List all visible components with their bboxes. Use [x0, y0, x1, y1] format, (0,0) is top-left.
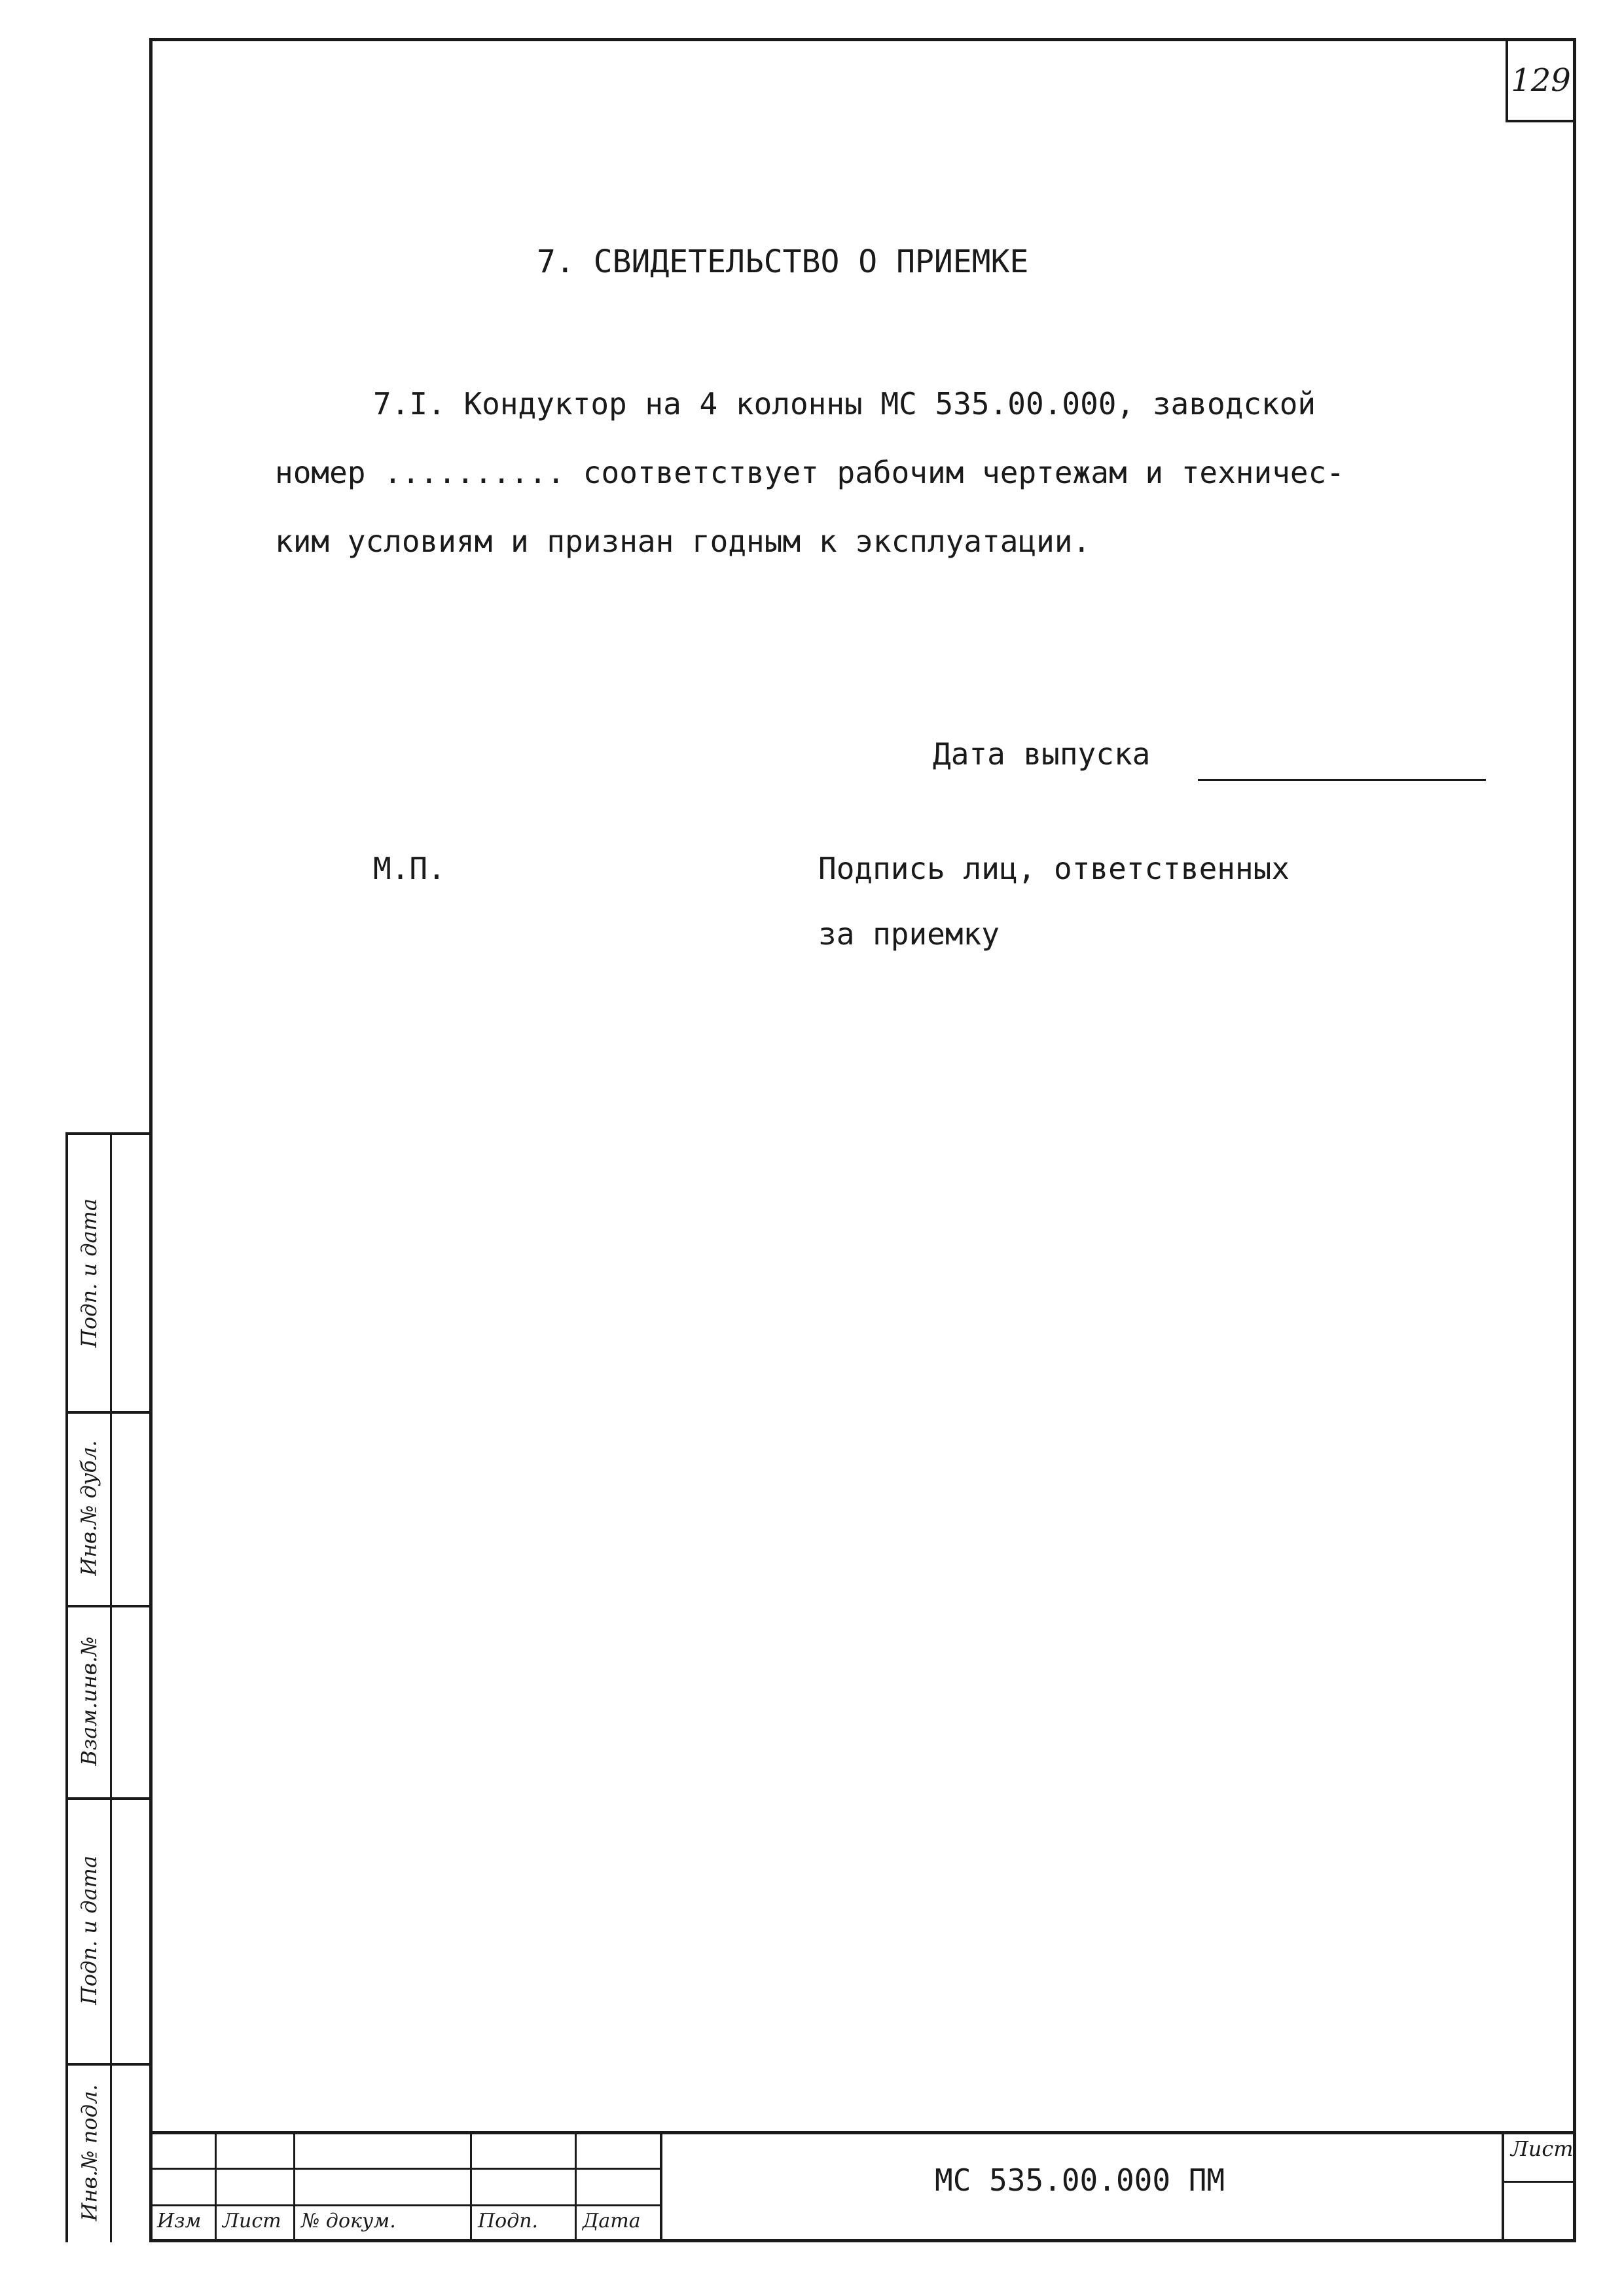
side-cell-label: Взам.инв.№	[77, 1636, 102, 1766]
column-label-sheet: Лист	[223, 2210, 281, 2233]
release-date-field	[1198, 779, 1486, 781]
side-cell-label: Подп. и дата	[77, 1198, 101, 1348]
signature-label-line-1: Подпись лиц, ответственных	[818, 851, 1290, 886]
signature-label-line-2: за приемку	[818, 916, 1000, 952]
document-designation: МС 535.00.000 ПМ	[935, 2162, 1225, 2198]
section-title: 7. СВИДЕТЕЛЬСТВО О ПРИЕМКЕ	[537, 243, 1029, 280]
column-label-change: Изм	[157, 2210, 202, 2233]
title-block-row	[149, 2204, 660, 2206]
paragraph-line-3: ким условиям и признан годным к эксплуатации.	[275, 524, 1091, 559]
side-cell	[68, 1135, 110, 1411]
release-date-label: Дата выпуска	[933, 736, 1151, 772]
title-block-border	[149, 2131, 1576, 2134]
sheet-cell-divider	[1502, 2181, 1576, 2183]
title-block-column	[293, 2131, 295, 2242]
side-cell-label: Инв.№ дубл.	[77, 1440, 101, 1576]
column-label-document: № докум.	[301, 2210, 396, 2233]
column-label-signature: Подп.	[478, 2210, 539, 2233]
side-cell-label: Подп. и дата	[77, 1856, 101, 2005]
title-block-row	[149, 2168, 660, 2170]
page-frame	[149, 38, 1576, 2242]
paragraph-line-1: 7.I. Кондуктор на 4 колонны МС 535.00.000, заводской	[373, 386, 1316, 422]
column-label-date: Дата	[583, 2210, 641, 2233]
side-cell-label: Инв.№ подл.	[77, 2084, 101, 2221]
title-block	[149, 2131, 1576, 2242]
title-block-column	[1502, 2131, 1504, 2242]
stamp-label: М.П.	[373, 851, 446, 886]
side-cell	[68, 1605, 110, 1797]
side-cell	[68, 1797, 110, 2063]
page-number: 129	[1506, 41, 1574, 122]
side-strip-divider	[110, 1135, 112, 2242]
sheet-label: Лист	[1511, 2136, 1574, 2161]
title-block-column	[575, 2131, 577, 2242]
side-cell	[68, 1411, 110, 1605]
title-block-column	[470, 2131, 472, 2242]
side-cell	[68, 2063, 110, 2242]
title-block-column	[215, 2131, 217, 2242]
side-strip	[65, 1132, 149, 2242]
title-block-column	[660, 2131, 662, 2242]
paragraph-line-2: номер .......... соответствует рабочим чертежам и техничес-	[275, 455, 1344, 490]
